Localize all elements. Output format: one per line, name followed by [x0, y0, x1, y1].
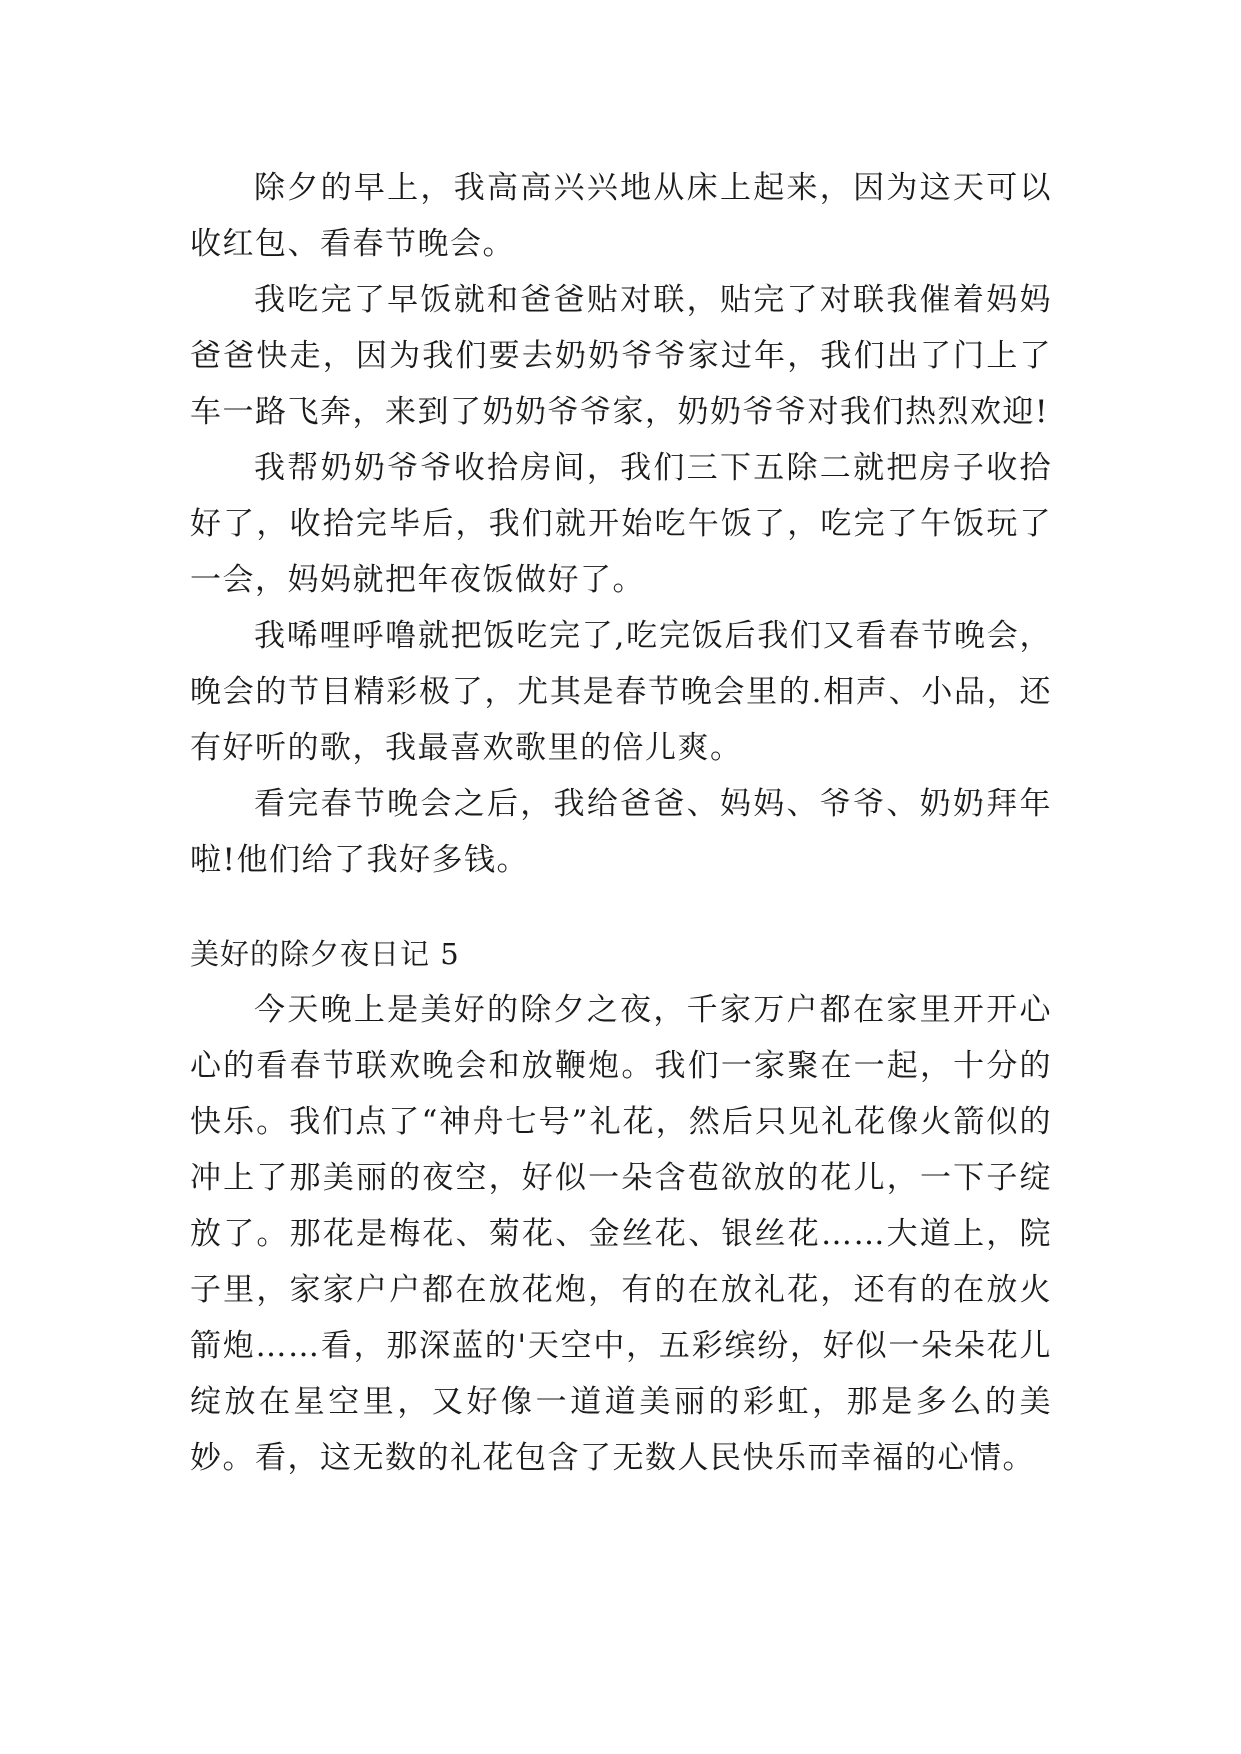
- paragraph: 我唏哩呼噜就把饭吃完了,吃完饭后我们又看春节晚会，晚会的节目精彩极了，尤其是春节晚会里的.相声、小品，还有好听的歌，我最喜欢歌里的倍儿爽。: [190, 618, 1052, 766]
- document-body: [190, 160, 1052, 1486]
- paragraph: 我吃完了早饭就和爸爸贴对联，贴完了对联我催着妈妈爸爸快走，因为我们要去奶奶爷爷家过年，我们出了门上了车一路飞奔，来到了奶奶爷爷家，奶奶爷爷对我们热烈欢迎!: [190, 282, 1052, 430]
- paragraph: 今天晚上是美好的除夕之夜，千家万户都在家里开开心心的看春节联欢晚会和放鞭炮。我们一家聚在一起，十分的快乐。我们点了“神舟七号”礼花，然后只见礼花像火箭似的冲上了那美丽的夜空，好似一朵含苞欲放的花儿，一下子绽放了。那花是梅花、菊花、金丝花、银丝花……大道上，院子里，家家户户都在放花炮，有的在放礼花，还有的在放火箭炮……看，那深蓝的'天空中，五彩缤纷，好似一朵朵花儿绽放在星空里，又好像一道道美丽的彩虹，那是多么的美妙。看，这无数的礼花包含了无数人民快乐而幸福的心情。: [190, 992, 1052, 1476]
- section-title: 美好的除夕夜日记 5: [190, 937, 460, 971]
- diary-section-4-continued: [190, 160, 1052, 888]
- paragraph: 我帮奶奶爷爷收拾房间，我们三下五除二就把房子收拾好了，收拾完毕后，我们就开始吃午饭了，吃完了午饭玩了一会，妈妈就把年夜饭做好了。: [190, 450, 1052, 598]
- paragraph: 除夕的早上，我高高兴兴地从床上起来，因为这天可以收红包、看春节晚会。: [190, 170, 1052, 262]
- paragraph: 看完春节晚会之后，我给爸爸、妈妈、爷爷、奶奶拜年啦!他们给了我好多钱。: [190, 786, 1052, 878]
- diary-section-5: [190, 926, 1052, 1486]
